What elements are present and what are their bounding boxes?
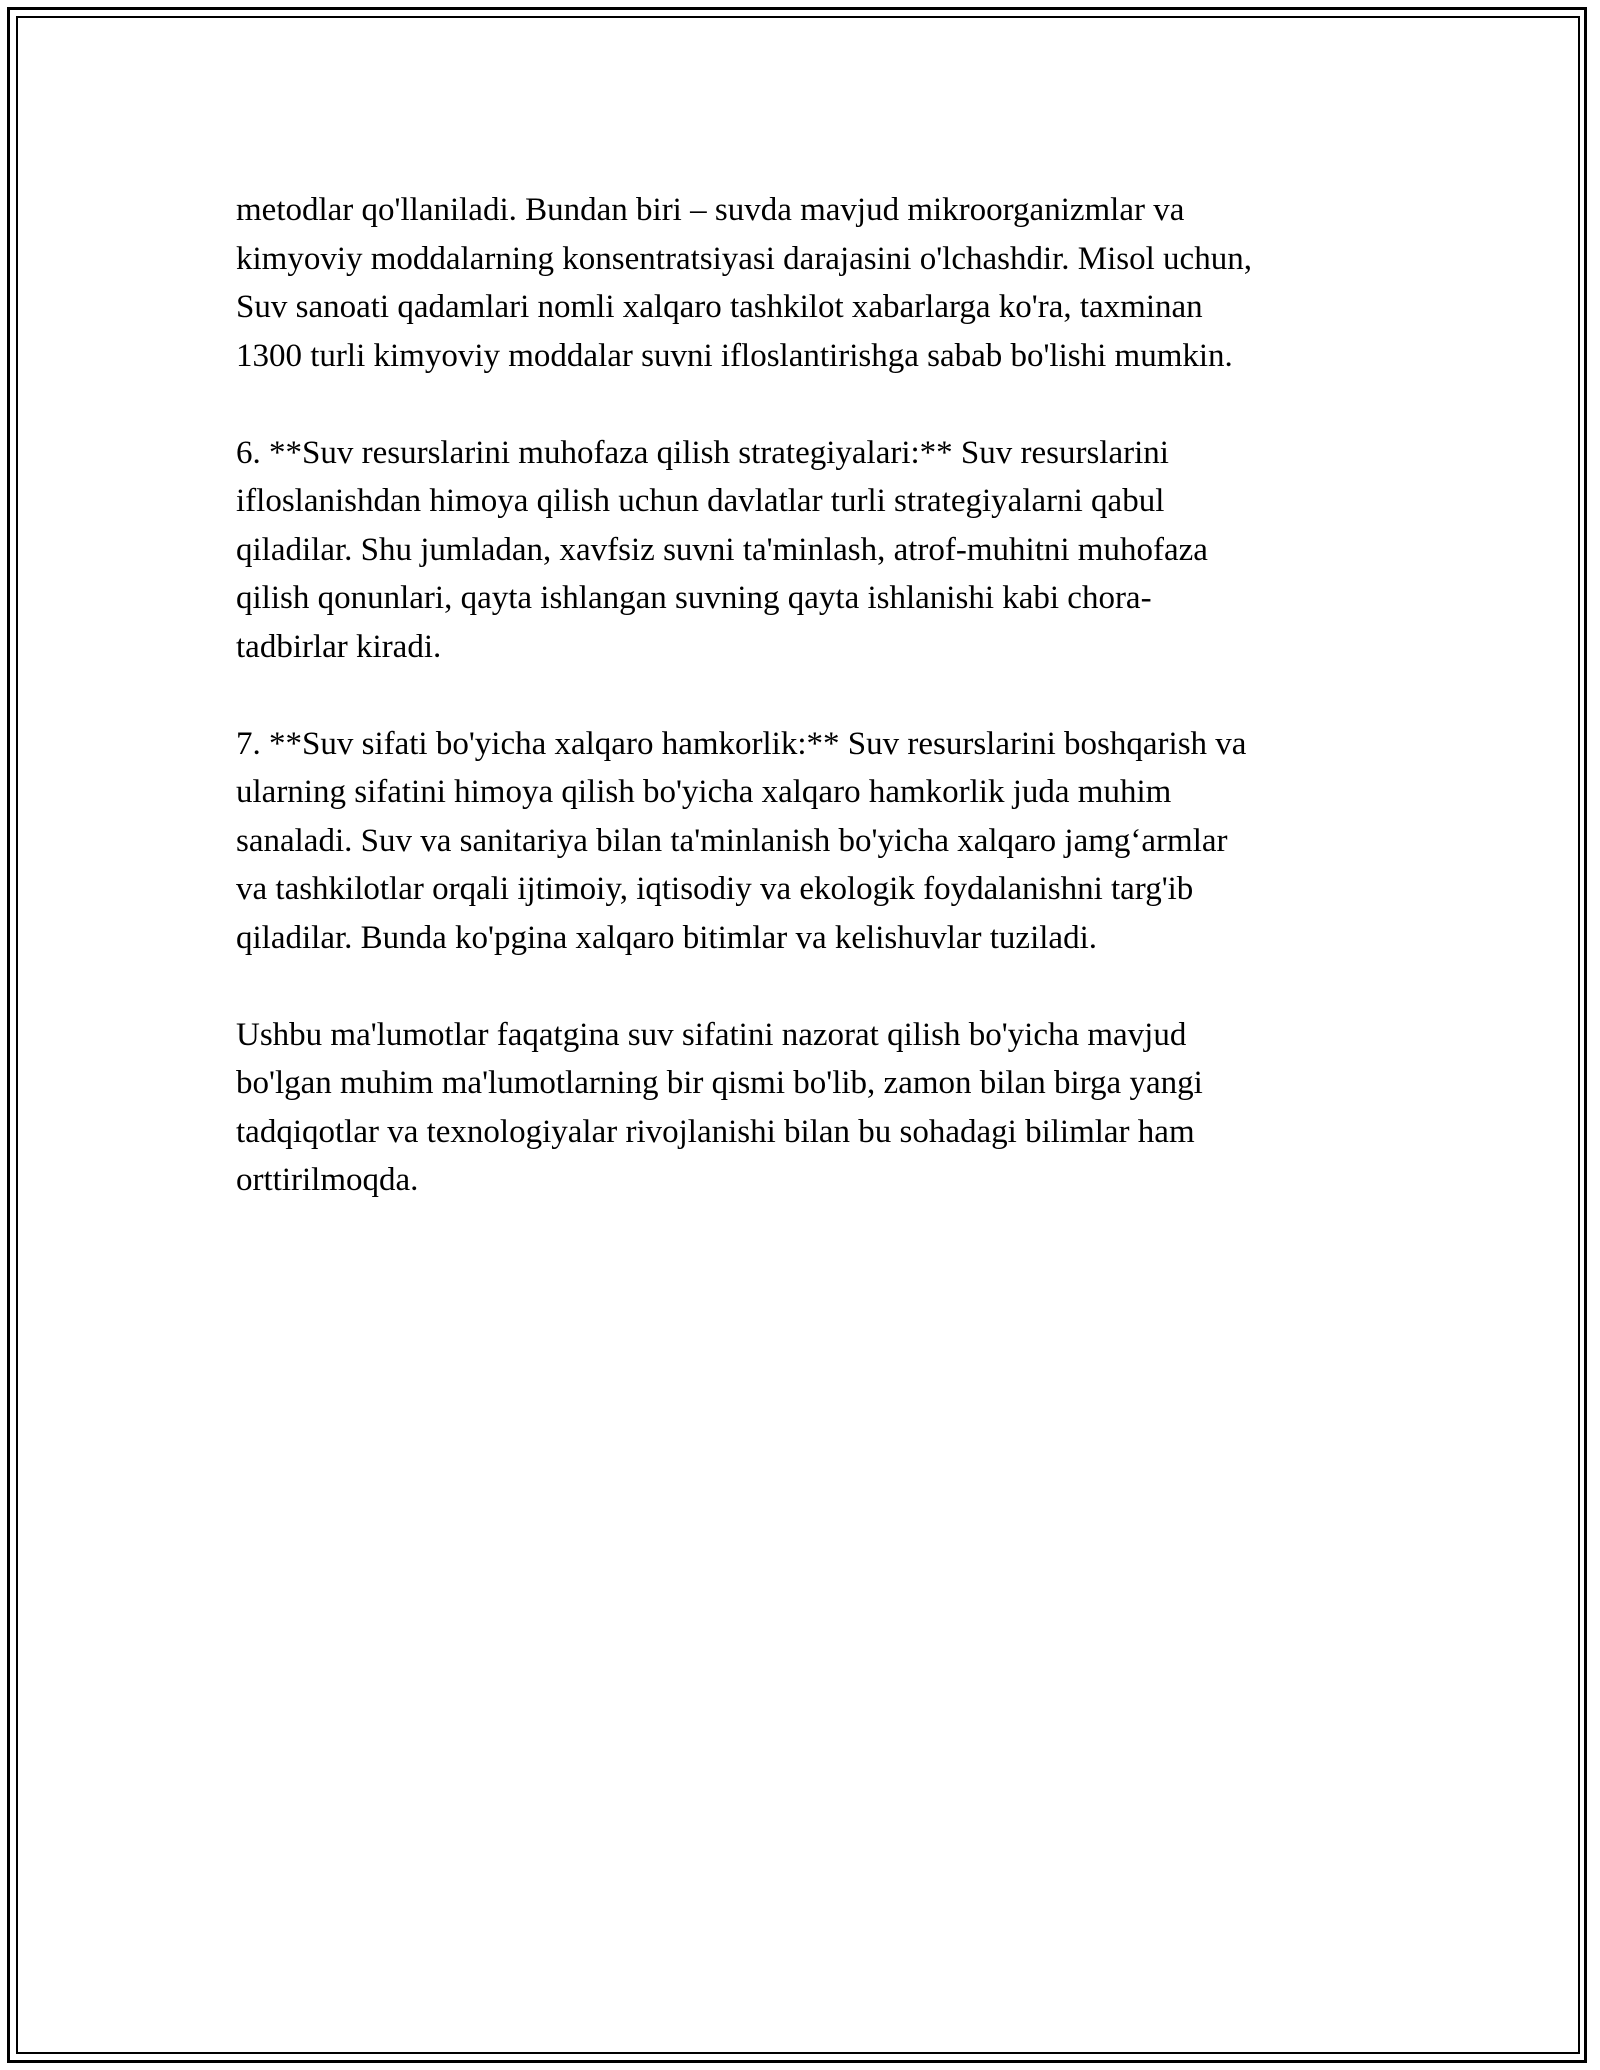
text-line: ifloslanishdan himoya qilish uchun davlatlar turli strategiyalarni qabul	[236, 483, 1165, 519]
text-line: va tashkilotlar orqali ijtimoiy, iqtisodiy va ekologik foydalanishni targ'ib	[236, 871, 1194, 907]
text-line: kimyoviy moddalarning konsentratsiyasi darajasini o'lchashdir. Misol uchun,	[236, 240, 1252, 277]
text-line: orttirilmoqda.	[236, 1162, 419, 1198]
paragraph-conclusion	[236, 1011, 1386, 1205]
text-line: 7. **Suv sifati bo'yicha xalqaro hamkorlik:** Suv resurslarini boshqarish va	[236, 725, 1247, 762]
text-line: 6. **Suv resurslarini muhofaza qilish strategiyalari:** Suv resurslarini	[236, 434, 1169, 471]
text-line: tadbirlar kiradi.	[236, 628, 442, 665]
paragraph-international-cooperation	[236, 720, 1386, 963]
text-line: Suv sanoati qadamlari nomli xalqaro tashkilot xabarlarga ko'ra, taxminan	[236, 289, 1203, 325]
paragraph-measurement-methods	[236, 186, 1386, 380]
document-body	[236, 186, 1386, 1253]
text-line: tadqiqotlar va texnologiyalar rivojlanishi bilan bu sohadagi bilimlar ham	[236, 1113, 1195, 1150]
text-line: qiladilar. Shu jumladan, xavfsiz suvni ta'minlash, atrof-muhitni muhofaza	[236, 531, 1208, 568]
text-line: metodlar qo'llaniladi. Bundan biri – suvda mavjud mikroorganizmlar va	[236, 192, 1185, 228]
text-line: qilish qonunlari, qayta ishlangan suvning qayta ishlanishi kabi chora-	[236, 580, 1152, 616]
text-line: 1300 turli kimyoviy moddalar suvni ifloslantirishga sabab bo'lishi mumkin.	[236, 337, 1233, 374]
paragraph-protection-strategies	[236, 429, 1386, 672]
text-line: bo'lgan muhim ma'lumotlarning bir qismi bo'lib, zamon bilan birga yangi	[236, 1065, 1203, 1101]
text-line: Ushbu ma'lumotlar faqatgina suv sifatini nazorat qilish bo'yicha mavjud	[236, 1016, 1187, 1053]
text-line: ularning sifatini himoya qilish bo'yicha xalqaro hamkorlik juda muhim	[236, 774, 1172, 810]
text-line: sanaladi. Suv va sanitariya bilan ta'minlanish bo'yicha xalqaro jamg‘armlar	[236, 822, 1228, 859]
text-line: qiladilar. Bunda ko'pgina xalqaro bitimlar va kelishuvlar tuziladi.	[236, 919, 1097, 956]
